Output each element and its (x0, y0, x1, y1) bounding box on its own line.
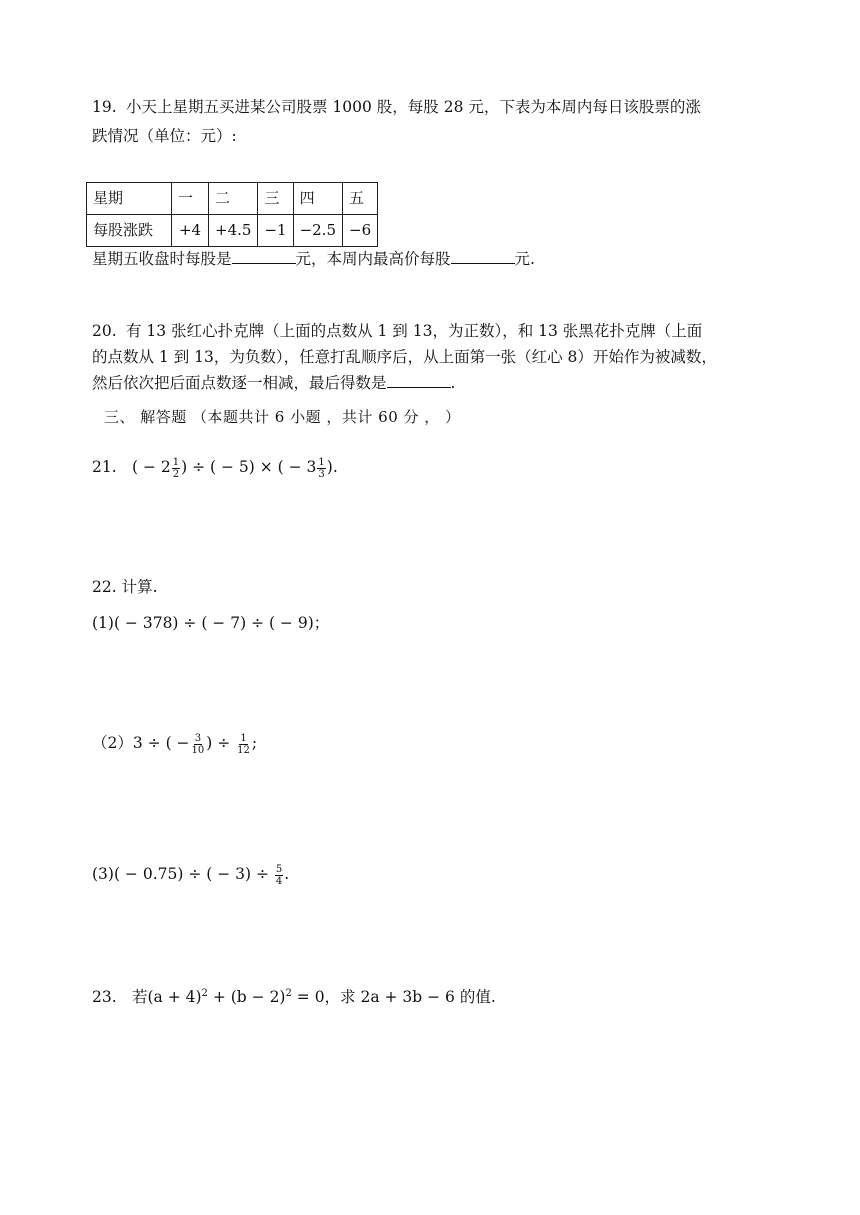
stock-change-table (86, 182, 378, 247)
q22-part2 (92, 731, 257, 756)
fraction-denominator: 10 (191, 744, 205, 756)
fraction-denominator: 4 (275, 875, 283, 887)
q19-answer-part3: 元. (514, 250, 535, 268)
table-day-2: 二 (209, 183, 258, 215)
q19-number: 19. (92, 98, 117, 116)
q19-text-line1: 小天上星期五买进某公司股票 1000 股，每股 28 元，下表为本周内每日该股票的涨 (126, 98, 701, 116)
q22-title: 22. 计算. (92, 578, 158, 596)
q22-part3-fraction (275, 864, 283, 887)
q23-line (92, 982, 496, 1009)
q22-part2-prefix: （2）3 ÷ ( − (92, 734, 190, 752)
q23-number: 23. (92, 988, 117, 1007)
fraction-numerator: 3 (194, 732, 202, 744)
table-day-5: 五 (343, 183, 378, 215)
table-value-2: +4.5 (209, 215, 258, 247)
table-value-4: −2.5 (293, 215, 342, 247)
q23-mid: + (b − 2) (207, 988, 286, 1007)
q22-part2-fraction-2 (236, 733, 251, 756)
fraction-denominator: 2 (172, 468, 180, 480)
q22-part3-prefix: (3)( − 0.75) ÷ ( − 3) ÷ (92, 865, 269, 883)
q22-part1: (1)( − 378) ÷ ( − 7) ÷ ( − 9)； (92, 614, 330, 632)
fraction-numerator: 5 (275, 863, 283, 875)
q21-open: ( − 2 (132, 458, 171, 476)
table-row-days (87, 183, 378, 215)
fraction-numerator: 1 (172, 456, 180, 468)
table-day-3: 三 (258, 183, 293, 215)
q19-text-line2: 跌情况（单位：元）: (92, 127, 237, 145)
table-day-4: 四 (293, 183, 342, 215)
q20-line1 (92, 319, 702, 343)
table-value-3: −1 (258, 215, 293, 247)
q22-part3-end: . (284, 865, 290, 883)
q21-fraction-2 (317, 457, 325, 480)
q21-fraction-1 (172, 457, 180, 480)
q19-answer-line (92, 247, 535, 271)
q20-number: 20. (92, 322, 117, 340)
q19-answer-part1: 星期五收盘时每股是 (92, 250, 232, 268)
table-value-1: +4 (172, 215, 209, 247)
q19-line2 (92, 124, 237, 148)
q22-part2-end: ; (251, 734, 258, 752)
q21-number: 21. (92, 458, 117, 476)
q22-part2-fraction-1 (191, 733, 206, 756)
q20-line2 (92, 345, 717, 369)
q21-mid: ) ÷ ( − 5) × ( − 3 (181, 458, 317, 476)
q20-text-line3-end: . (450, 374, 456, 392)
q21-line (92, 455, 338, 480)
q21-close: ). (326, 458, 338, 476)
q23-exponent-2: 2 (285, 988, 292, 999)
answer-blank[interactable] (451, 248, 515, 264)
fraction-numerator: 1 (240, 732, 247, 744)
q20-text-line1: 有 13 张红心扑克牌（上面的点数从 1 到 13，为正数），和 13 张黑花扑克牌（上面 (126, 322, 703, 340)
table-value-5: −6 (343, 215, 378, 247)
q23-exponent-1: 2 (201, 988, 208, 999)
q23-suffix: = 0，求 2a + 3b − 6 的值. (291, 988, 496, 1007)
q20-line3 (92, 371, 455, 395)
fraction-denominator: 3 (318, 468, 325, 480)
q22-part3 (92, 862, 289, 887)
q20-text-line3: 然后依次把后面点数逐一相减，最后得数是 (92, 374, 387, 392)
fraction-denominator: 12 (237, 744, 250, 756)
fraction-numerator: 1 (318, 456, 325, 468)
q22-part2-mid: ) ÷ (206, 734, 231, 752)
table-header-label: 星期 (87, 183, 172, 215)
answer-blank[interactable] (232, 248, 296, 264)
table-day-1: 一 (172, 183, 209, 215)
table-row-label: 每股涨跌 (87, 215, 172, 247)
q23-prefix: 若(a + 4) (132, 988, 202, 1007)
q19-line1 (92, 95, 701, 119)
q20-text-line2: 的点数从 1 到 13，为负数），任意打乱顺序后，从上面第一张（红心 8）开始作为被减数， (92, 348, 717, 366)
q19-answer-part2: 元，本周内最高价每股 (295, 250, 451, 268)
table-row-values (87, 215, 378, 247)
section-heading: 三、 解答题 （本题共计 6 小题 ，共计 60 分 ， ） (104, 408, 461, 426)
answer-blank[interactable] (387, 372, 451, 388)
